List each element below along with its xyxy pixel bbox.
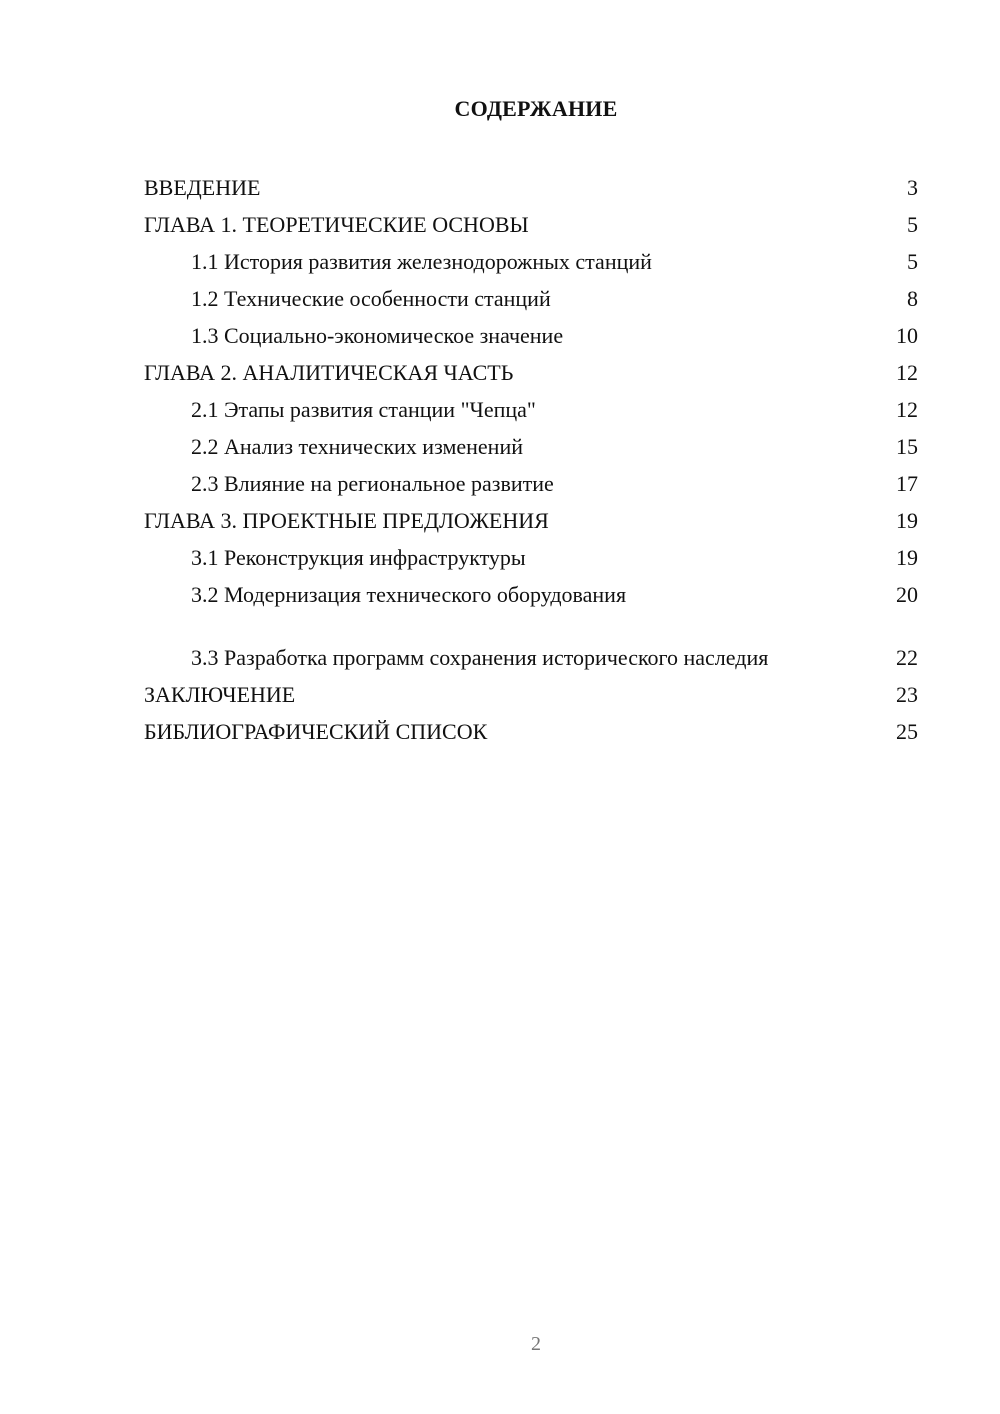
toc-entry-label: 2.3 Влияние на региональное развитие xyxy=(191,471,554,496)
toc-entry-page: 19 xyxy=(896,508,918,533)
toc-entry-page: 15 xyxy=(896,434,918,459)
toc-entry-page: 10 xyxy=(896,323,918,348)
toc-entry-label: ГЛАВА 1. ТЕОРЕТИЧЕСКИЕ ОСНОВЫ xyxy=(144,212,529,237)
toc-entry-section-1-3 xyxy=(144,316,918,353)
toc-entry-label: ГЛАВА 3. ПРОЕКТНЫЕ ПРЕДЛОЖЕНИЯ xyxy=(144,508,549,533)
toc-entry-label: 3.2 Модернизация технического оборудования xyxy=(191,582,627,607)
toc-entry-page: 20 xyxy=(896,582,918,607)
toc-entry-page: 5 xyxy=(907,212,918,237)
toc-entry-page: 8 xyxy=(907,286,918,311)
toc-entry-label: 3.3 Разработка программ сохранения исторического наследия xyxy=(191,645,769,670)
toc-entry-label: 1.3 Социально-экономическое значение xyxy=(191,323,564,348)
toc-title: СОДЕРЖАНИЕ xyxy=(454,96,618,121)
toc-entry-label: 1.1 История развития железнодорожных станций xyxy=(191,249,652,274)
toc-entry-label: 1.2 Технические особенности станций xyxy=(191,286,551,311)
toc-entry-chapter-1 xyxy=(144,205,918,242)
toc-entry-label: БИБЛИОГРАФИЧЕСКИЙ СПИСОК xyxy=(144,719,488,744)
toc-entry-chapter-2 xyxy=(144,353,918,390)
toc-entry-page: 5 xyxy=(907,249,918,274)
toc-entry-label: 2.2 Анализ технических изменений xyxy=(191,434,523,459)
toc-entry-page: 19 xyxy=(896,545,918,570)
toc-entry-bibliography xyxy=(144,712,918,749)
toc-entry-page: 25 xyxy=(896,719,918,744)
toc-entry-section-3-2 xyxy=(144,575,918,612)
toc-entry-page: 3 xyxy=(907,175,918,200)
toc-entry-page: 23 xyxy=(896,682,918,707)
toc-entry-label: ЗАКЛЮЧЕНИЕ xyxy=(144,682,296,707)
toc-entry-label: ГЛАВА 2. АНАЛИТИЧЕСКАЯ ЧАСТЬ xyxy=(144,360,514,385)
toc-entry-page: 22 xyxy=(896,645,918,670)
toc-entry-page: 12 xyxy=(896,360,918,385)
toc-entry-page: 17 xyxy=(896,471,918,496)
table-of-contents xyxy=(144,168,918,749)
toc-entry-label: 2.1 Этапы развития станции "Чепца" xyxy=(191,397,536,422)
toc-entry-page: 12 xyxy=(896,397,918,422)
toc-entry-introduction xyxy=(144,168,918,205)
toc-entry-section-3-3 xyxy=(144,612,918,675)
toc-entry-label: ВВЕДЕНИЕ xyxy=(144,175,261,200)
toc-entry-section-1-1 xyxy=(144,242,918,279)
page-number: 2 xyxy=(531,1333,541,1355)
toc-entry-conclusion xyxy=(144,675,918,712)
toc-entry-chapter-3 xyxy=(144,501,918,538)
toc-entry-section-1-2 xyxy=(144,279,918,316)
toc-entry-section-2-2 xyxy=(144,427,918,464)
toc-entry-section-2-3 xyxy=(144,464,918,501)
toc-entry-label: 3.1 Реконструкция инфраструктуры xyxy=(191,545,526,570)
toc-entry-section-3-1 xyxy=(144,538,918,575)
toc-entry-section-2-1 xyxy=(144,390,918,427)
